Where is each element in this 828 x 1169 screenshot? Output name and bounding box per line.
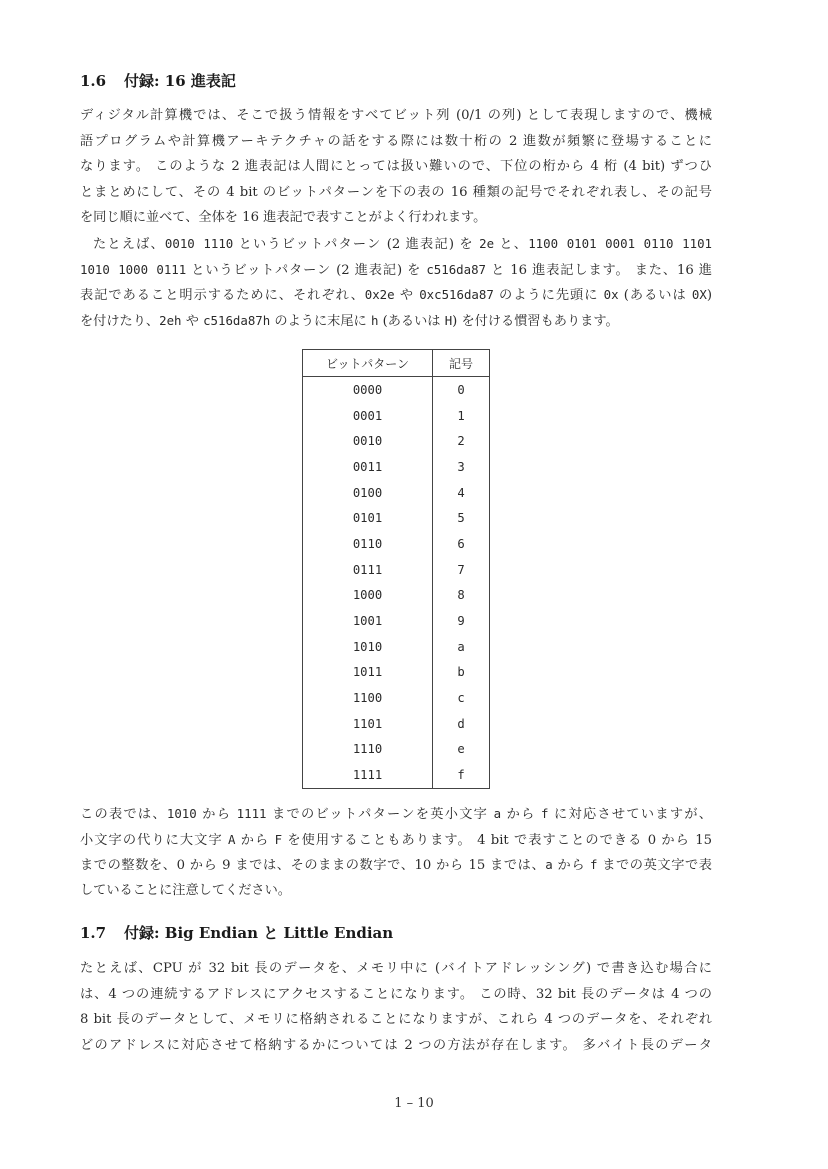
table-row xyxy=(303,377,490,403)
code-run: 1010 xyxy=(166,806,197,821)
table-row xyxy=(303,762,490,788)
text-line: とまとめにして、その 4 bit のビットパターンを下の表の 16 種類の記号でそれぞれ表し、その記号 xyxy=(80,184,712,200)
bit-pattern-cell: 0010 xyxy=(352,434,383,449)
text-run: に対応させていますが、 xyxy=(548,807,712,822)
code-run: 0010 1110 xyxy=(164,236,234,251)
text-run: のように先頭に xyxy=(493,288,604,304)
text-line xyxy=(80,827,712,853)
bit-pattern-cell: 1100 xyxy=(352,691,383,706)
symbol-cell: c xyxy=(433,685,490,711)
bit-pattern-cell: 1110 xyxy=(352,742,383,757)
bit-pattern-cell: 0100 xyxy=(352,485,383,500)
symbol-cell: 6 xyxy=(433,531,490,557)
symbol-cell: e xyxy=(433,737,490,763)
text-run: を使用することもあります。 4 bit で表すことのできる 0 から 15 xyxy=(282,832,713,848)
table-row xyxy=(303,454,490,480)
section-title: 付録: Big Endian と Little Endian xyxy=(124,924,394,942)
code-run: 0xc516da87 xyxy=(419,287,494,303)
table-row xyxy=(303,634,490,660)
table-row xyxy=(303,660,490,686)
section-number: 1.7 xyxy=(80,924,107,942)
text-run: ) を付ける慣習もあります。 xyxy=(452,313,619,329)
text-run: までの英文字で表 xyxy=(597,858,712,874)
text-run: 小文字の代りに大文字 xyxy=(80,832,229,848)
text-line xyxy=(80,801,712,827)
text-line: 語プログラムや計算機アーキテクチャの話をする際には数十桁の 2 進数が頻繁に登場することに xyxy=(80,133,712,149)
bit-pattern-cell: 0001 xyxy=(352,408,383,423)
table-row xyxy=(303,428,490,454)
paragraph-hex-intro xyxy=(80,103,712,231)
table-row xyxy=(303,608,490,634)
table-row xyxy=(303,505,490,531)
bit-pattern-cell: 1111 xyxy=(352,768,383,783)
bit-pattern-cell: 0011 xyxy=(352,459,383,474)
symbol-cell: 7 xyxy=(433,557,490,583)
table-row xyxy=(303,711,490,737)
symbol-cell: d xyxy=(433,711,490,737)
page-number: 1 – 10 xyxy=(394,1096,434,1111)
bit-pattern-cell: 0111 xyxy=(352,562,383,577)
text-run: から xyxy=(235,832,275,848)
paragraph-endian-intro xyxy=(80,956,712,1058)
bit-pattern-cell: 1101 xyxy=(352,716,383,731)
text-run: というビットパターン (2 進表記) を xyxy=(233,237,480,252)
symbol-cell: a xyxy=(433,634,490,660)
text-run: たとえば、 xyxy=(93,237,165,252)
text-line: なります。 このような 2 進表記は人間にとっては扱い難いので、下位の桁から 4 桁 (4 bit) ずつひ xyxy=(80,159,712,175)
text-run: や xyxy=(181,313,204,329)
code-run: 1100 0101 0001 0110 1101 xyxy=(528,236,713,251)
code-run: 2e xyxy=(479,236,495,251)
table-header-row xyxy=(303,350,490,377)
section-title: 付録: 16 進表記 xyxy=(124,72,236,90)
code-run: 1010 1000 0111 xyxy=(80,261,187,277)
hex-symbol-table xyxy=(302,349,490,789)
table-row xyxy=(303,531,490,557)
text-run: と、 xyxy=(494,237,529,252)
text-line: どのアドレスに対応させて格納するかについては 2 つの方法が存在します。 多バイト長のデータ xyxy=(80,1037,712,1053)
table-row xyxy=(303,480,490,506)
text-line: ディジタル計算機では、そこで扱う情報をすべてビット列 (0/1 の列) として表現しますので、機械 xyxy=(80,108,712,123)
symbol-cell: 9 xyxy=(433,608,490,634)
table-row xyxy=(303,737,490,763)
text-run: (あるいは xyxy=(618,288,692,304)
bit-pattern-cell: 0101 xyxy=(352,511,383,526)
code-run: f xyxy=(541,806,549,821)
text-run: を付けたり、 xyxy=(80,313,160,329)
text-run: ) xyxy=(706,288,712,304)
text-line: 8 bit 長のデータとして、メモリに格納されることになりますが、これら 4 つのデータを、それぞれ xyxy=(80,1012,712,1028)
text-run: から xyxy=(552,858,590,874)
symbol-cell: 8 xyxy=(433,583,490,609)
text-run: や xyxy=(394,288,420,304)
text-run: この表では、 xyxy=(80,807,167,822)
text-line xyxy=(80,257,712,283)
text-line xyxy=(80,852,712,878)
code-run: 0x xyxy=(603,287,619,303)
code-run: c516da87h xyxy=(203,312,271,328)
table-row xyxy=(303,557,490,583)
section-number: 1.6 xyxy=(80,72,107,90)
bit-pattern-cell: 1000 xyxy=(352,588,383,603)
code-run: 0x2e xyxy=(364,287,395,303)
code-run: H xyxy=(444,312,453,328)
table-row xyxy=(303,583,490,609)
code-run: a xyxy=(493,806,502,821)
symbol-cell: f xyxy=(433,762,490,788)
code-run: F xyxy=(274,831,283,847)
code-run: h xyxy=(370,312,379,328)
section-heading-1-6 xyxy=(80,70,236,91)
paragraph-hex-notes xyxy=(80,801,712,903)
symbol-cell: b xyxy=(433,660,490,686)
table-row xyxy=(303,685,490,711)
text-run: までのビットパターンを英小文字 xyxy=(266,807,494,822)
text-line xyxy=(80,282,712,308)
text-run: というビットパターン (2 進表記) を xyxy=(186,262,427,278)
table-row xyxy=(303,403,490,429)
code-run: 1111 xyxy=(236,806,267,821)
symbol-cell: 1 xyxy=(433,403,490,429)
text-run: から xyxy=(501,807,542,822)
text-line xyxy=(80,308,712,334)
text-line xyxy=(80,231,712,257)
symbol-cell: 3 xyxy=(433,454,490,480)
bit-pattern-cell: 0110 xyxy=(352,536,383,551)
symbol-cell: 5 xyxy=(433,505,490,531)
text-run: のように末尾に xyxy=(270,313,371,329)
column-header-bit-pattern: ビットパターン xyxy=(303,350,433,377)
column-header-symbol: 記号 xyxy=(433,350,490,377)
code-run: c516da87 xyxy=(426,261,487,277)
bit-pattern-cell: 1010 xyxy=(352,639,383,654)
text-line: たとえば、CPU が 32 bit 長のデータを、メモリ中に (バイトアドレッシング) で書き込む場合に xyxy=(80,961,712,976)
text-line: していることに注意してください。 xyxy=(80,882,291,898)
code-run: 0X xyxy=(691,287,707,303)
section-heading-1-7 xyxy=(80,922,393,943)
code-run: a xyxy=(545,857,553,873)
code-run: 2eh xyxy=(159,312,182,328)
text-run: 表記であること明示するために、それぞれ、 xyxy=(80,288,365,304)
text-run: (あるいは xyxy=(378,313,445,329)
text-line: を同じ順に並べて、全体を 16 進表記で表すことがよく行われます。 xyxy=(80,210,487,226)
text-run: から xyxy=(196,807,237,822)
bit-pattern-cell: 1001 xyxy=(352,614,383,629)
code-run: A xyxy=(228,831,236,847)
text-run: と 16 進表記します。 また、16 進 xyxy=(486,262,712,278)
text-line: は、4 つの連続するアドレスにアクセスすることになります。 この時、32 bit 長のデータは 4 つの xyxy=(80,986,712,1002)
symbol-cell: 4 xyxy=(433,480,490,506)
paragraph-hex-example xyxy=(80,231,712,333)
text-run: までの整数を、0 から 9 までは、そのままの数字で、10 から 15 までは、 xyxy=(80,858,546,874)
code-run: f xyxy=(589,857,598,873)
bit-pattern-cell: 1011 xyxy=(352,665,383,680)
symbol-cell: 0 xyxy=(433,377,490,403)
bit-pattern-cell: 0000 xyxy=(352,382,383,397)
symbol-cell: 2 xyxy=(433,428,490,454)
